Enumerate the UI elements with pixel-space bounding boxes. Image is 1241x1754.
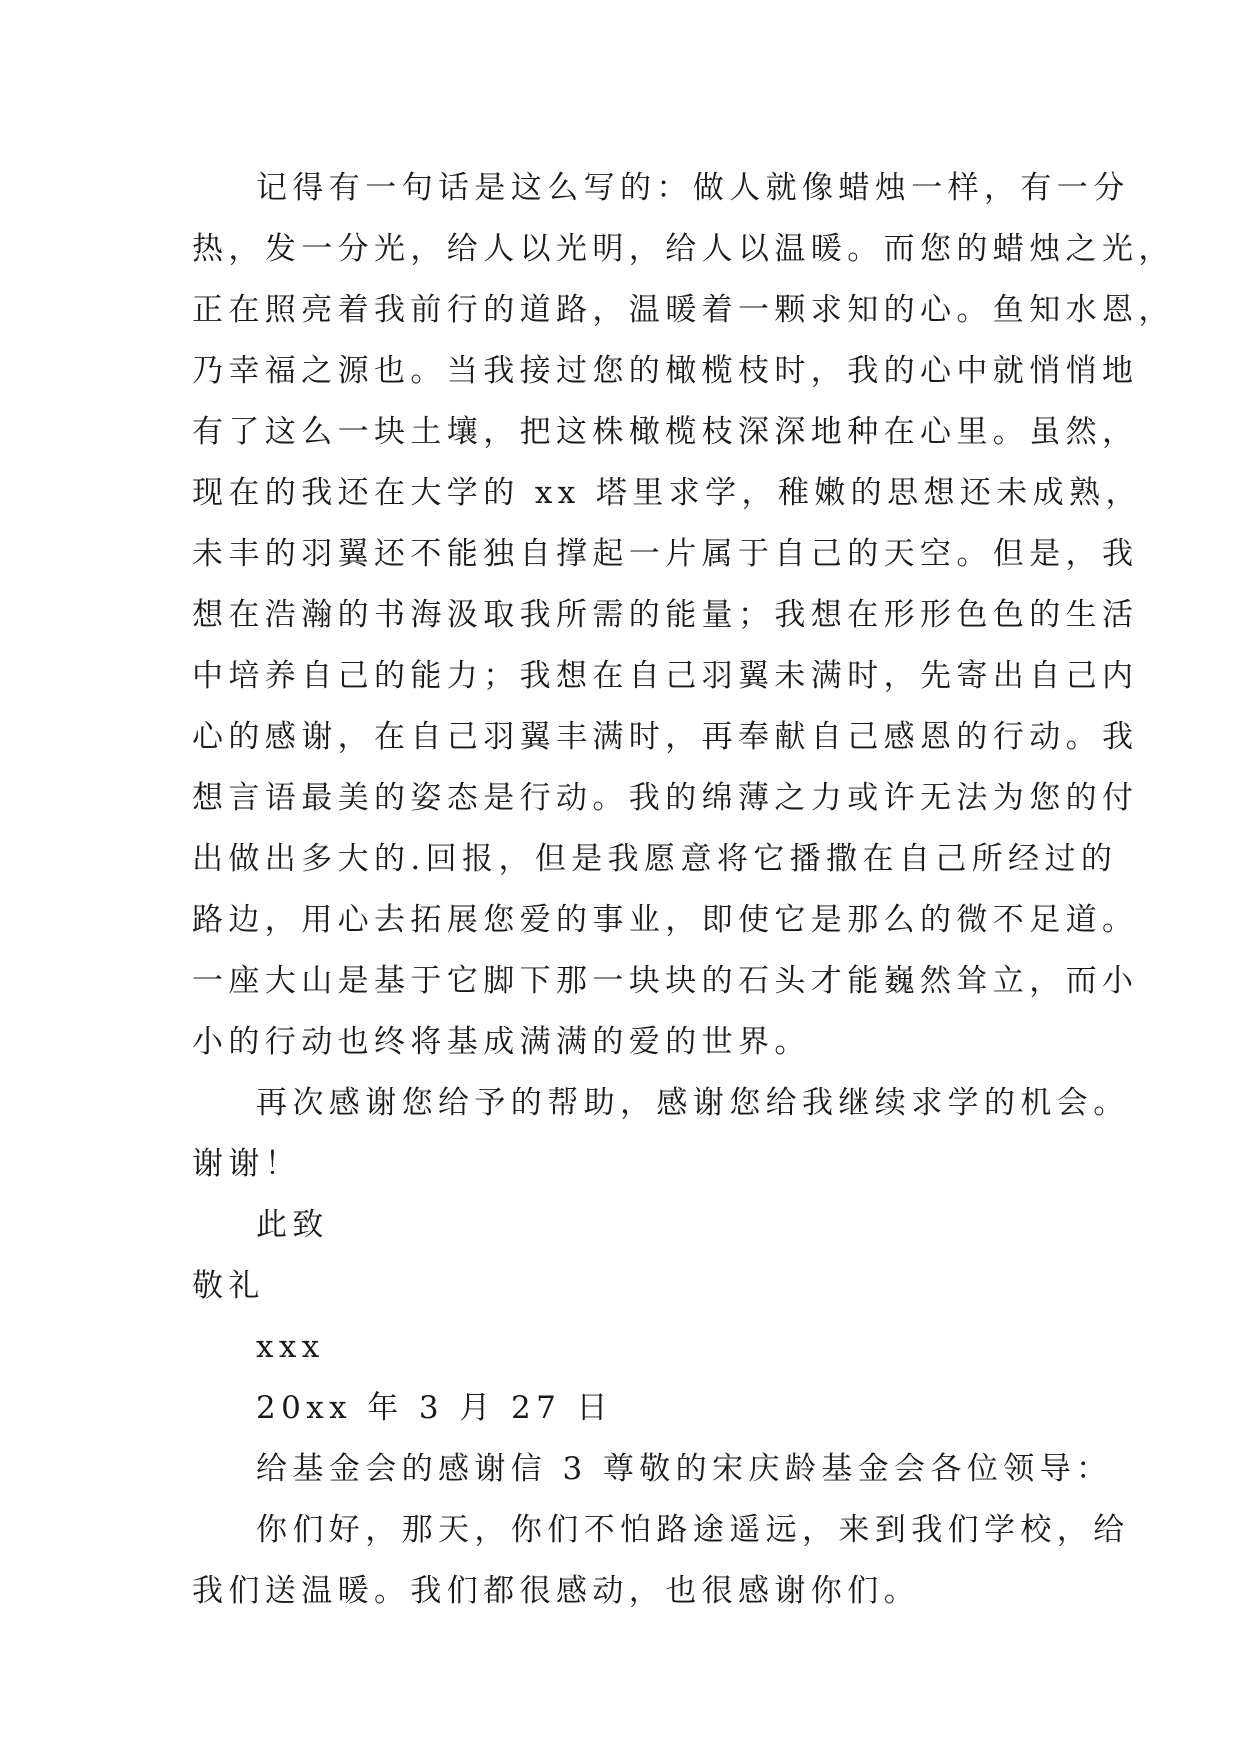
paragraph-thanks xyxy=(192,1073,1130,1195)
text-line: 出做出多大的.回报，但是我愿意将它播撒在自己所经过的 xyxy=(192,841,1118,877)
text-line: 我们送温暖。我们都很感动，也很感谢你们。 xyxy=(192,1573,920,1609)
paragraph-candle xyxy=(192,158,1175,1073)
text-line: 再次感谢您给予的帮助，感谢您给我继续求学的机会。 xyxy=(256,1085,1130,1121)
text-line: 你们好，那天，你们不怕路途遥远，来到我们学校，给 xyxy=(256,1512,1130,1548)
paragraph-greeting xyxy=(192,1500,1130,1622)
next-letter-title: 给基金会的感谢信 3 尊敬的宋庆龄基金会各位领导： xyxy=(256,1451,1113,1487)
text-line: 路边，用心去拓展您爱的事业，即使它是那么的微不足道。 xyxy=(192,902,1139,938)
text-line: 记得有一句话是这么写的：做人就像蜡烛一样，有一分 xyxy=(256,170,1130,206)
text-line: 小的行动也终将基成满满的爱的世界。 xyxy=(192,1024,811,1060)
signature: xxx xyxy=(256,1329,325,1365)
text-line: 乃幸福之源也。当我接过您的橄榄枝时，我的心中就悄悄地 xyxy=(192,353,1139,389)
text-line: 现在的我还在大学的 xx 塔里求学，稚嫩的思想还未成熟， xyxy=(192,475,1142,511)
text-line: 有了这么一块土壤，把这株橄榄枝深深地种在心里。虽然， xyxy=(192,414,1139,450)
text-line: 热，发一分光，给人以光明，给人以温暖。而您的蜡烛之光， xyxy=(192,231,1175,267)
closing: 此致 xyxy=(256,1207,329,1243)
text-line: 未丰的羽翼还不能独自撑起一片属于自己的天空。但是，我 xyxy=(192,536,1139,572)
text-line: 心的感谢，在自己羽翼丰满时，再奉献自己感恩的行动。我 xyxy=(192,719,1139,755)
text-line: 谢谢！ xyxy=(192,1146,302,1182)
text-line: 想在浩瀚的书海汲取我所需的能量；我想在形形色色的生活 xyxy=(192,597,1139,633)
text-line: 一座大山是基于它脚下那一块块的石头才能巍然耸立，而小 xyxy=(192,963,1139,999)
text-line: 正在照亮着我前行的道路，温暖着一颗求知的心。鱼知水恩， xyxy=(192,292,1175,328)
salutation: 敬礼 xyxy=(192,1268,265,1304)
text-line: 想言语最美的姿态是行动。我的绵薄之力或许无法为您的付 xyxy=(192,780,1139,816)
text-line: 中培养自己的能力；我想在自己羽翼未满时，先寄出自己内 xyxy=(192,658,1139,694)
letter-date: 20xx 年 3 月 27 日 xyxy=(256,1390,613,1426)
letter-body xyxy=(192,158,1175,1622)
